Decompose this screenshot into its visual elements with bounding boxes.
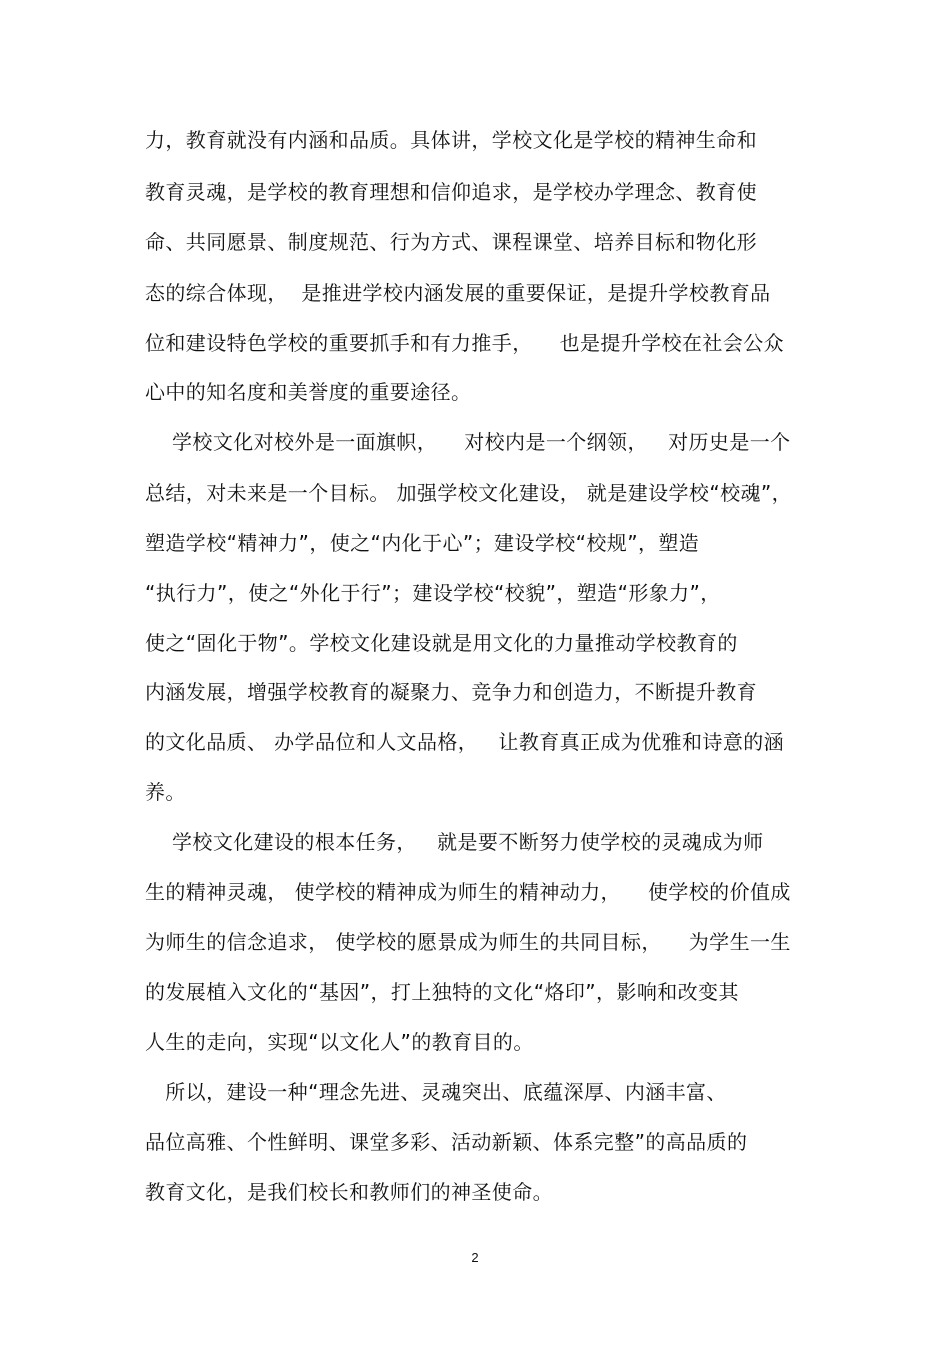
text-line: 力，教育就没有内涵和品质。具体讲，学校文化是学校的精神生命和 [145, 128, 757, 152]
text-line: 为师生的信念追求， 使学校的愿景成为师生的共同目标， 为学生一生 [145, 930, 791, 954]
text-line: 内涵发展，增强学校教育的凝聚力、竞争力和创造力，不断提升教育 [145, 680, 757, 704]
text-line: 命、共同愿景、制度规范、行为方式、课程课堂、培养目标和物化形 [145, 230, 757, 254]
text-line: 教育文化，是我们校长和教师们的神圣使命。 [145, 1180, 553, 1204]
text-line: 心中的知名度和美誉度的重要途径。 [145, 380, 472, 404]
text-line: 位和建设特色学校的重要抓手和有力推手， 也是提升学校在社会公众 [145, 331, 785, 355]
text-line: 学校文化对校外是一面旗帜， 对校内是一个纲领， 对历史是一个 [145, 430, 791, 454]
text-line: 品位高雅、个性鲜明、课堂多彩、活动新颖、体系完整”的高品质的 [145, 1130, 748, 1154]
text-line: 使之“固化于物”。学校文化建设就是用文化的力量推动学校教育的 [145, 631, 738, 655]
text-line: 的发展植入文化的“基因”，打上独特的文化“烙印”，影响和改变其 [145, 980, 739, 1004]
text-line: 学校文化建设的根本任务， 就是要不断努力使学校的灵魂成为师 [145, 830, 764, 854]
text-line: 塑造学校“精神力”，使之“内化于心”；建设学校“校规”，塑造 [145, 531, 700, 555]
page-number: 2 [471, 1250, 479, 1265]
text-line: 的文化品质、 办学品位和人文品格， 让教育真正成为优雅和诗意的涵 [145, 730, 785, 754]
text-line: 教育灵魂，是学校的教育理想和信仰追求，是学校办学理念、教育使 [145, 180, 757, 204]
text-line: “执行力”，使之“外化于行”；建设学校“校貌”，塑造“形象力”， [145, 581, 721, 605]
text-line: 人生的走向，实现“以文化人”的教育目的。 [145, 1030, 534, 1054]
text-line: 所以，建设一种“理念先进、灵魂突出、底蕴深厚、内涵丰富、 [145, 1080, 727, 1104]
text-line: 养。 [145, 780, 186, 804]
text-line: 生的精神灵魂， 使学校的精神成为师生的精神动力， 使学校的价值成 [145, 880, 791, 904]
text-line: 总结，对未来是一个目标。 加强学校文化建设， 就是建设学校“校魂”， [145, 481, 793, 505]
text-line: 态的综合体现， 是推进学校内涵发展的重要保证，是提升学校教育品 [145, 281, 771, 305]
